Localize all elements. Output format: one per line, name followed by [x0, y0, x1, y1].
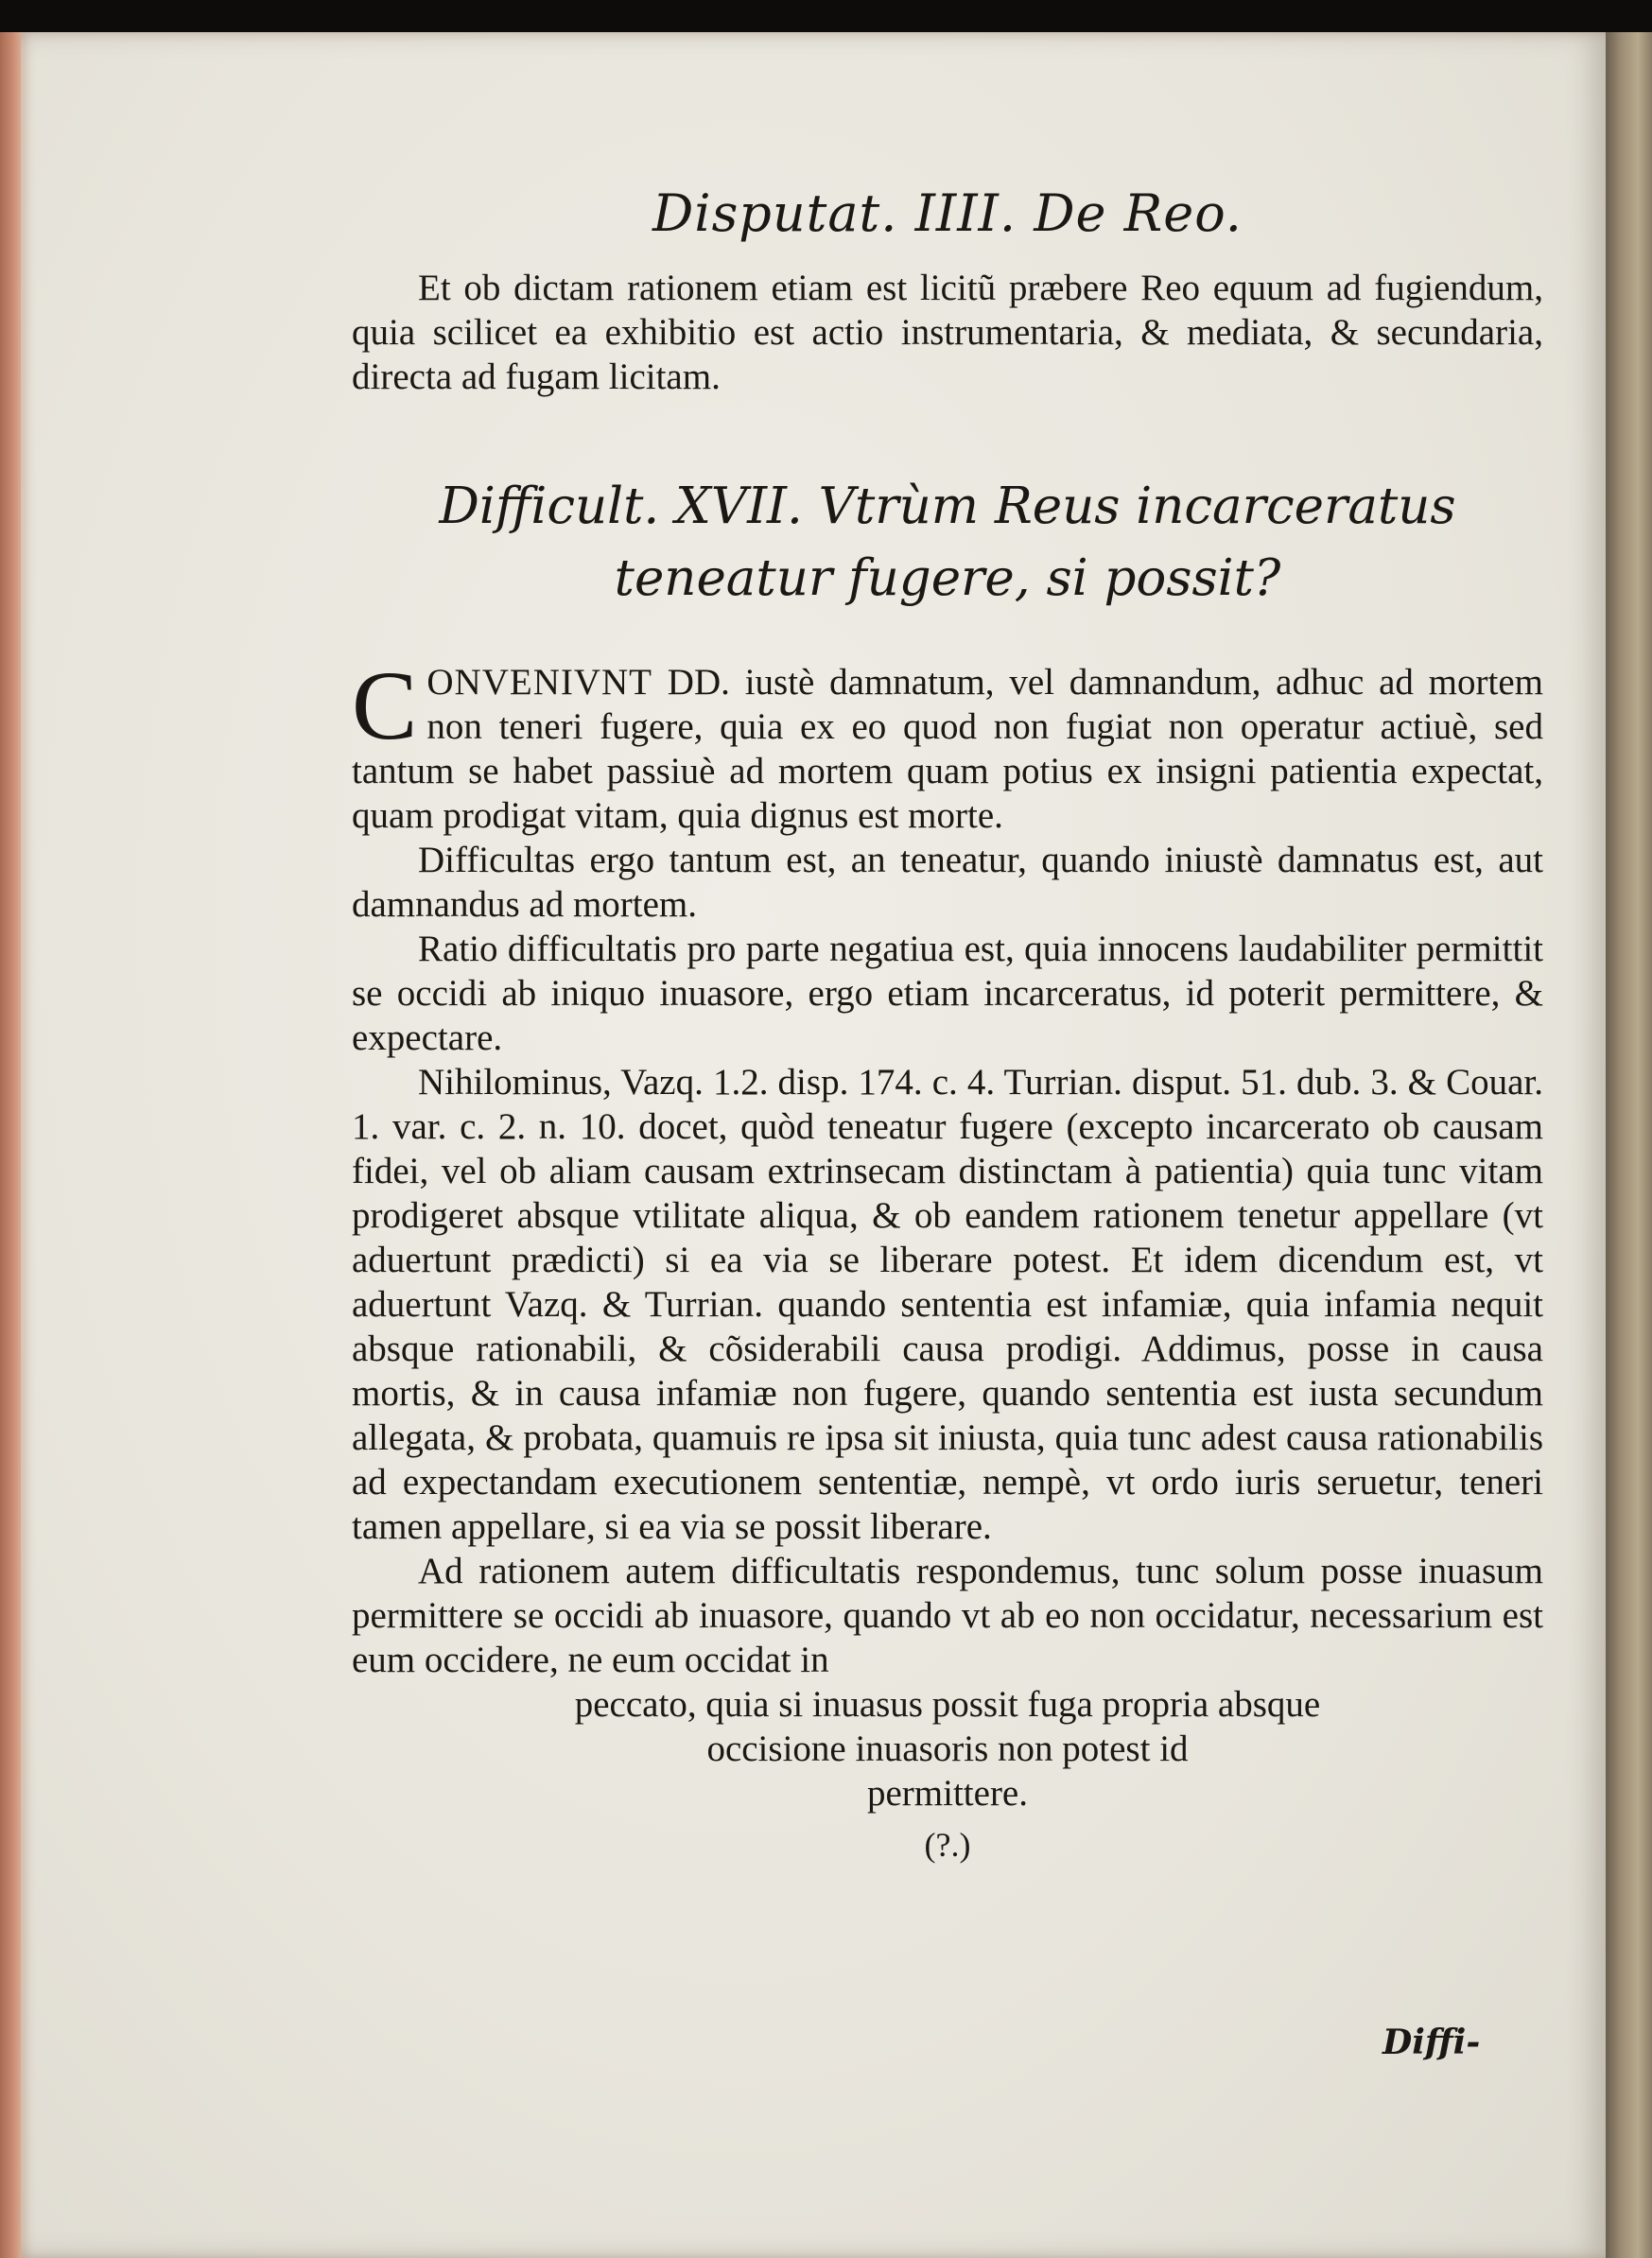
closing-line-1: peccato, quia si inuasus possit fuga propria absque: [574, 1684, 1321, 1725]
opening-paragraph: Et ob dictam rationem etiam est licitũ præbere Reo equum ad fugiendum, quia scilicet ea exhibitio est actio instrumentaria, & mediata, & secundaria, directa ad fugam licitam.: [352, 268, 1543, 397]
first-word: ONVENIVNT: [426, 662, 652, 703]
first-paragraph: [352, 651, 1543, 838]
paragraph-2: Difficultas ergo tantum est, an teneatur, quando iniustè damnatus est, aut damnandus ad mortem.: [352, 840, 1543, 925]
section-title: Difficult. XVII. Vtrùm Reus incarceratus teneatur fugere, si possit?: [439, 478, 1456, 607]
book-page: [21, 32, 1609, 2258]
closing-line-2: occisione inuasoris non potest id: [706, 1728, 1189, 1769]
closing-line-3: permittere.: [867, 1773, 1028, 1814]
paragraph-4: Nihilominus, Vazq. 1.2. disp. 174. c. 4. Turrian. disput. 51. dub. 3. & Couar. 1. var. c. 2. n. 10. docet, quòd teneatur fugere (excepto incarcerato ob causam fidei, vel ob aliam causam extrinsecam distinctam à patientia) quia tunc vitam prodigeret absque vtilitate aliqua, & ob eandem rationem tenetur appellare (vt aduertunt prædicti) si ea via se liberare potest. Et idem dicendum est, vt aduertunt Vazq. & Turrian. quando sententia est infamiæ, quia infamia nequit absque rationabili, & cõsiderabili causa prodigi. Addimus, posse in causa mortis, & in causa infamiæ non fugere, quando sententia est iusta secundum allegata, & probata, quamuis re ipsa sit iniusta, quia tunc adest causa rationabilis ad expectandam executionem sententiæ, nempè, vt ordo iuris seruetur, teneri tamen appellare, si ea via se possit liberare.: [352, 1062, 1543, 1547]
first-paragraph-text: DD. iustè damnatum, vel damnandum, adhuc ad mortem non teneri fugere, quia ex eo quod non fugiat non operatur actiuè, sed tantum se habet passiuè ad mortem quam potius ex insigni patientia expectat, quam prodigat vitam, quia dignus est morte.: [352, 662, 1543, 836]
dark-background: [0, 0, 1652, 32]
signature-mark: (?.): [924, 1826, 971, 1864]
running-head: Disputat. IIII. De Reo.: [652, 183, 1243, 243]
paragraph-5: Ad rationem autem difficultatis respondemus, tunc solum posse inuasum permittere se occidi ab inuasore, quando vt ab eo non occidatur, necessarium est eum occidere, ne eum occidat in: [352, 1551, 1543, 1680]
drop-cap: C: [352, 651, 418, 760]
text-block: [352, 183, 1543, 1865]
page-edge-right: [1606, 32, 1652, 2258]
paragraph-3: Ratio difficultatis pro parte negatiua est, quia innocens laudabiliter permittit se occidi ab iniquo inuasore, ergo etiam incarceratus, id poterit permittere, & expectare.: [352, 929, 1543, 1058]
catchword: Diffi-: [1382, 2023, 1481, 2062]
